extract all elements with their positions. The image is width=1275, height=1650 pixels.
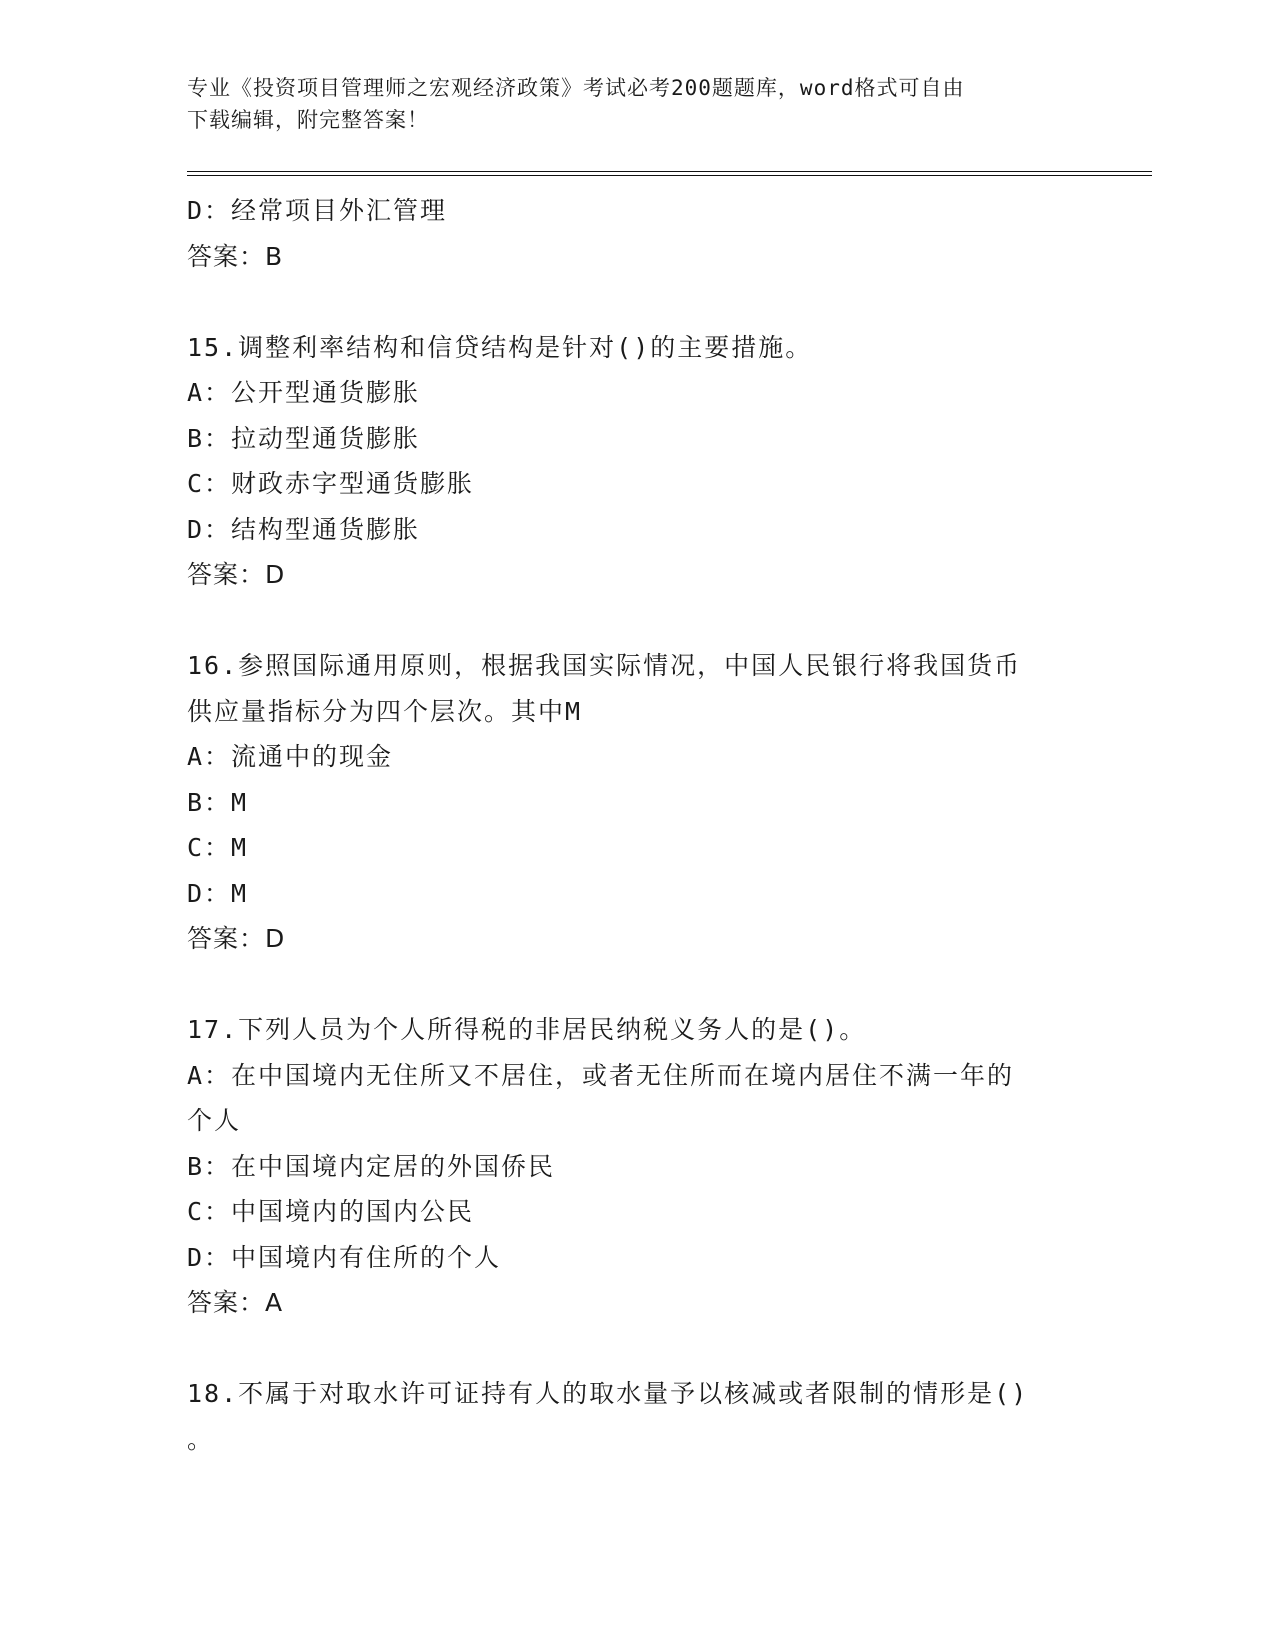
header-line-1: 专业《投资项目管理师之宏观经济政策》考试必考200题题库，word格式可自由 [187, 76, 965, 100]
option-c: C：中国境内的国内公民 [187, 1197, 475, 1226]
header-divider-bottom [187, 175, 1152, 176]
answer: 答案：A [187, 1288, 284, 1317]
question-stem-line-2: 。 [187, 1424, 215, 1454]
option-b: B：M [187, 787, 249, 817]
option-d: D：M [187, 878, 249, 908]
option-a-line-1: A：在中国境内无住所又不居住，或者无住所而在境内居住不满一年的 [187, 1060, 1015, 1090]
question-16 [187, 643, 1087, 962]
question-15 [187, 325, 1087, 598]
question-list [187, 188, 1087, 1462]
question-stem-line-2: 供应量指标分为四个层次。其中M [187, 696, 583, 726]
question-18 [187, 1371, 1087, 1462]
option-a: A：公开型通货膨胀 [187, 378, 421, 407]
option-d: D：经常项目外汇管理 [187, 196, 448, 225]
answer: 答案：D [187, 560, 286, 589]
document-header [187, 72, 1067, 136]
option-d: D：中国境内有住所的个人 [187, 1242, 502, 1272]
option-c: C：M [187, 833, 249, 862]
header-line-2: 下载编辑，附完整答案！ [187, 108, 429, 132]
question-stem: 15.调整利率结构和信贷结构是针对()的主要措施。 [187, 332, 813, 362]
header-divider-top [187, 171, 1152, 172]
question-stem-line-1: 16.参照国际通用原则，根据我国实际情况，中国人民银行将我国货币 [187, 651, 1022, 680]
option-b: B：在中国境内定居的外国侨民 [187, 1151, 556, 1181]
question-stem-line-1: 18.不属于对取水许可证持有人的取水量予以核减或者限制的情形是() [187, 1379, 1029, 1408]
option-a-line-2: 个人 [187, 1106, 242, 1135]
question-17 [187, 1007, 1087, 1326]
option-d: D：结构型通货膨胀 [187, 514, 421, 544]
option-b: B：拉动型通货膨胀 [187, 423, 421, 453]
previous-question-tail [187, 188, 1087, 279]
answer: 答案：D [187, 924, 286, 953]
answer: 答案：B [187, 241, 284, 271]
question-stem: 17.下列人员为个人所得税的非居民纳税义务人的是()。 [187, 1015, 867, 1044]
option-a: A：流通中的现金 [187, 742, 394, 771]
option-c: C：财政赤字型通货膨胀 [187, 469, 475, 498]
